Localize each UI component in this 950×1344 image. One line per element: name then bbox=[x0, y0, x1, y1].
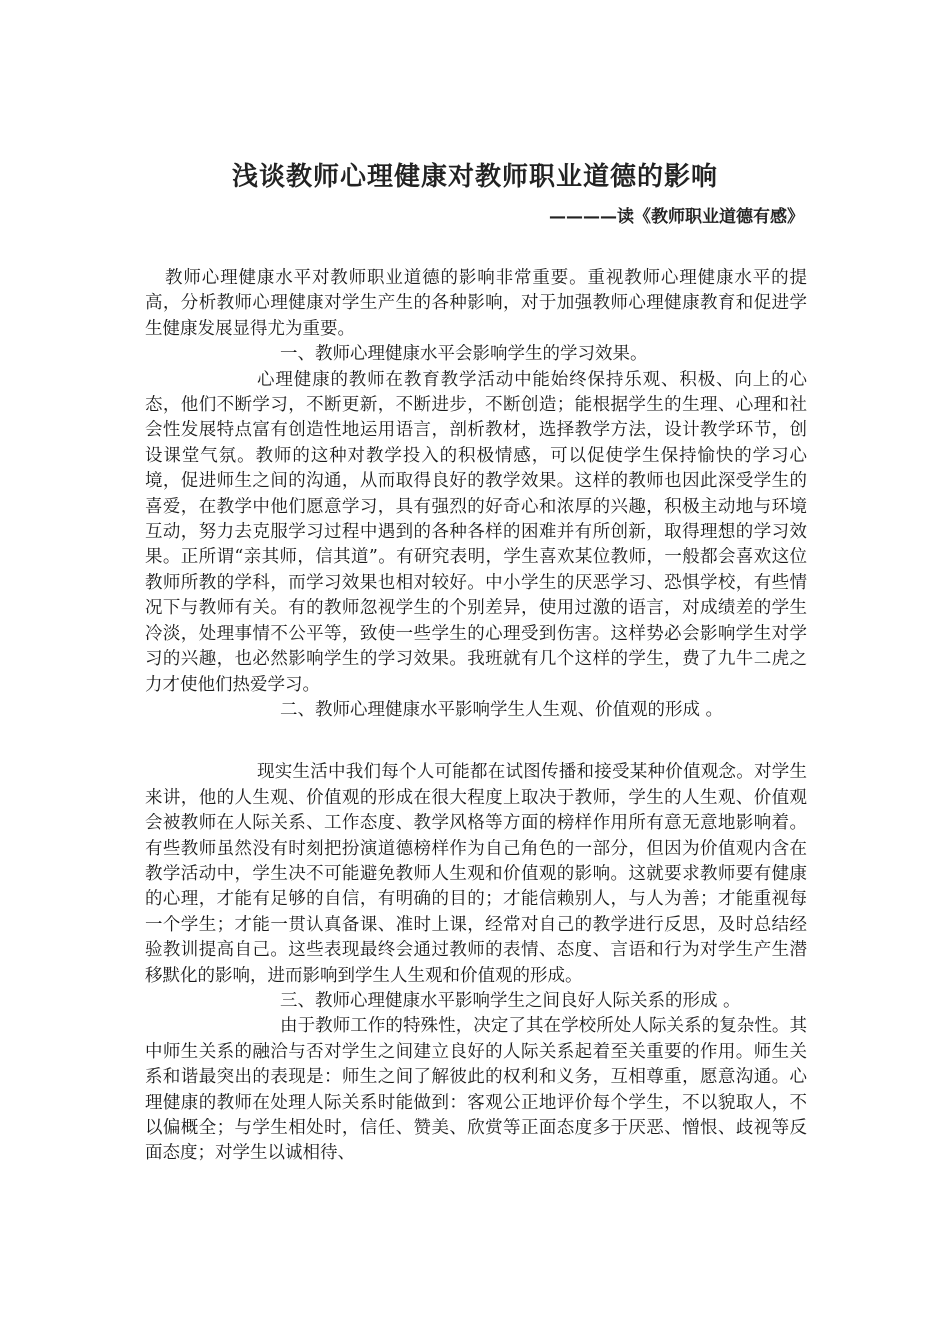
section-heading-1: 一、教师心理健康水平会影响学生的学习效果。 bbox=[280, 344, 648, 365]
intro-paragraph: 教师心理健康水平对教师职业道德的影响非常重要。重视教师心理健康水平的提高，分析教师心理健康对学生产生的各种影响，对于加强教师心理健康教育和促进学生健康发展显得尤为重要。 bbox=[145, 268, 807, 339]
section-body-1: 心理健康的教师在教育教学活动中能始终保持乐观、积极、向上的心态，他们不断学习，不断更新，不断进步，不断创造；能根据学生的生理、心理和社会性发展特点富有创造性地运用语言，剖析教材，选择教学方法，设计教学环节，创设课堂气氛。教师的这种对教学投入的积极情感，可以促使学生保持愉快的学习心境，促进师生之间的沟通，从而取得良好的教学效果。这样的教师也因此深受学生的喜爱，在教学中他们愿意学习，具有强烈的好奇心和浓厚的兴趣，积极主动地与环境互动，努力去克服学习过程中遇到的各种各样的困难并有所创新，取得理想的学习效果。正所谓“亲其师，信其道”。有研究表明，学生喜欢某位教师，一般都会喜欢这位教师所教的学科，而学习效果也相对较好。中小学生的厌恶学习、恐惧学校，有些情况下与教师有关。有的教师忽视学生的个别差异，使用过激的语言，对成绩差的学生冷淡，处理事情不公平等，致使一些学生的心理受到伤害。这样势必会影响学生对学习的兴趣，也必然影响学生的学习效果。我班就有几个这样的学生，费了九牛二虎之力才使他们热爱学习。 bbox=[145, 369, 807, 695]
section-body-2: 现实生活中我们每个人可能都在试图传播和接受某种价值观念。对学生来讲，他的人生观、价值观的形成在很大程度上取决于教师，学生的人生观、价值观会被教师在人际关系、工作态度、教学风格等方面的榜样作用所有意无意地影响着。有些教师虽然没有时刻把扮演道德榜样作为自己角色的一部分，但因为价值观内含在教学活动中，学生决不可能避免教师人生观和价值观的影响。这就要求教师要有健康的心理，才能有足够的自信，有明确的目的；才能信赖别人，与人为善；才能重视每一个学生；才能一贯认真备课、准时上课，经常对自己的教学进行反思，及时总结经验教训提高自己。这些表现最终会通过教师的表情、态度、言语和行为对学生产生潜移默化的影响，进而影响到学生人生观和价值观的形成。 bbox=[145, 762, 807, 986]
section-body-3: 由于教师工作的特殊性，决定了其在学校所处人际关系的复杂性。其中师生关系的融洽与否对学生之间建立良好的人际关系起着至关重要的作用。师生关系和谐最突出的表现是：师生之间了解彼此的权利和义务，互相尊重，愿意沟通。心理健康的教师在处理人际关系时能做到：客观公正地评价每个学生，不以貌取人，不以偏概全；与学生相处时，信任、赞美、欣赏等正面态度多于厌恶、憎恨、歧视等反面态度；对学生以诚相待、 bbox=[145, 1016, 807, 1164]
document-title: 浅谈教师心理健康对教师职业道德的影响 bbox=[231, 162, 718, 192]
paragraph-gap bbox=[145, 723, 807, 760]
section-heading-3: 三、教师心理健康水平影响学生之间良好人际关系的形成 。 bbox=[280, 990, 741, 1011]
document-subtitle: ————读《教师职业道德有感》 bbox=[549, 207, 804, 227]
document-body bbox=[145, 266, 807, 1167]
section-heading-2: 二、教师心理健康水平影响学生人生观、价值观的形成 。 bbox=[280, 699, 724, 720]
